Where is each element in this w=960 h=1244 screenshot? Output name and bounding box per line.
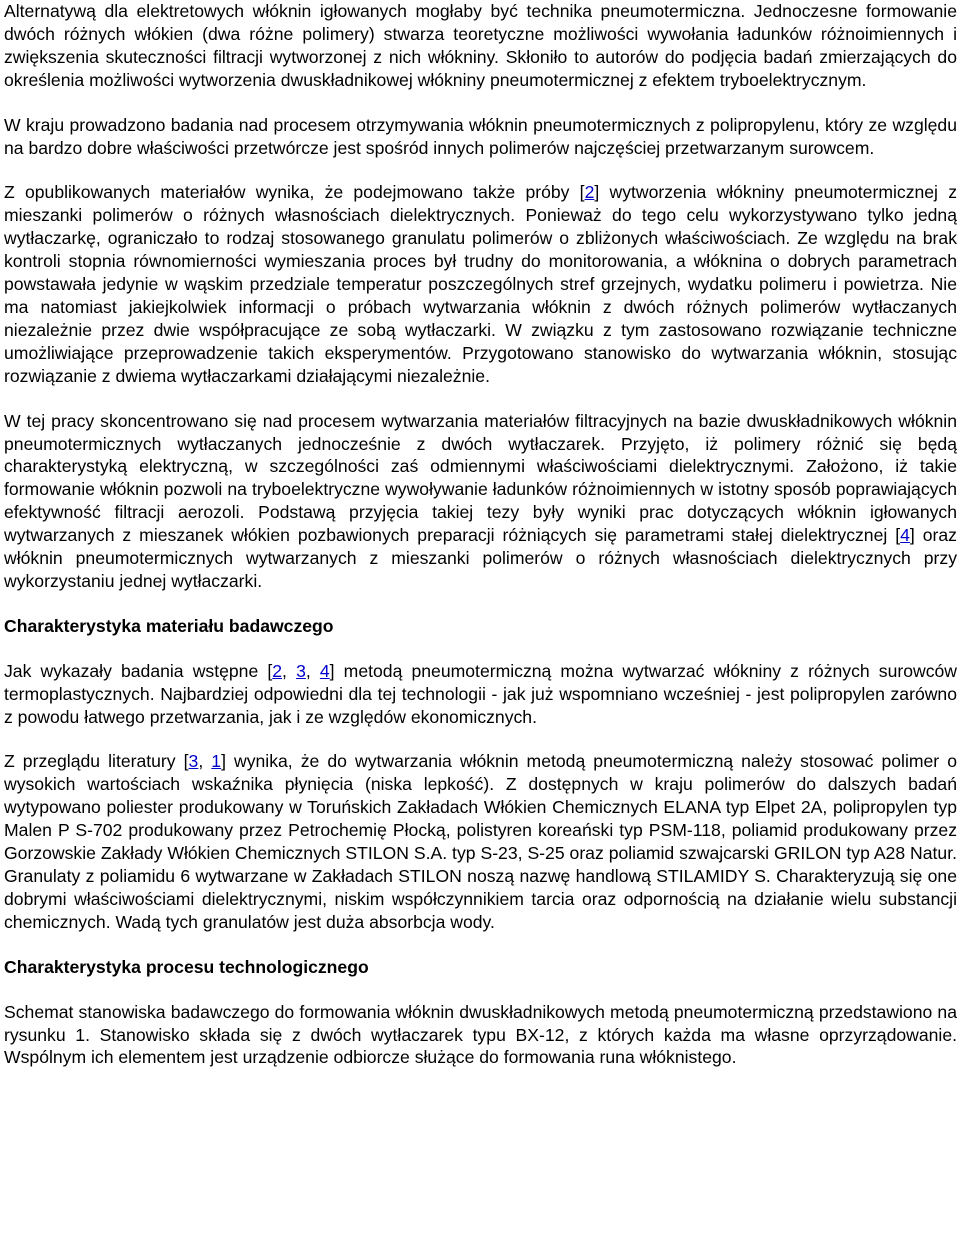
paragraph-3 (4, 181, 957, 387)
paragraph-text: W kraju prowadzono badania nad procesem otrzymywania włóknin pneumotermicznych z polipropylenu, który ze względu na bardzo dobre właściwości przetwórcze jest spośród innych polimerów najczęściej przetwarzanym surowcem. (4, 114, 957, 158)
paragraph-text: ] oraz włóknin pneumotermicznych wytwarzanych z mieszanki polimerów o różnych własnościach dielektrycznych przy wykorzystaniu jednej wytłaczarki. (4, 525, 957, 591)
citation-link[interactable]: 4 (900, 525, 910, 546)
citation-link[interactable]: 1 (211, 751, 222, 772)
section-heading-process: Charakterystyka procesu technologicznego (4, 956, 369, 977)
paragraph-1 (4, 0, 957, 92)
citation-separator: , (198, 751, 212, 772)
paragraph-text: Schemat stanowiska badawczego do formowania włóknin dwuskładnikowych metodą pneumotermiczną przedstawiono na rysunku 1. Stanowisko składa się z dwóch wytłaczarek typu BX-12, z których każda ma własne oprzyrządowanie. Wspólnym ich elementem jest urządzenie odbiorcze służące do formowania runa włóknistego. (4, 1001, 957, 1068)
citation-link[interactable]: 4 (319, 660, 330, 681)
paragraph-2 (4, 114, 957, 160)
paragraph-text: ] metodą pneumotermiczną można wytwarzać włókniny z różnych surowców termoplastycznych. Najbardziej odpowiedni dla tej technologii - jak już wspomniano wcześniej - jest polipropylen zarówno z powodu łatwego przetwarzania, jak i ze względów ekonomicznych. (4, 660, 958, 727)
citation-link[interactable]: 3 (296, 660, 306, 681)
paragraph-5 (4, 660, 957, 729)
citation-separator: , (282, 660, 297, 681)
paragraph-text: Z opublikowanych materiałów wynika, że podejmowano także próby [ (4, 182, 585, 203)
citation-link[interactable]: 3 (188, 751, 199, 772)
citation-link[interactable]: 2 (272, 660, 283, 681)
section-heading-material: Charakterystyka materiału badawczego (4, 615, 334, 636)
citation-link[interactable]: 2 (584, 182, 595, 203)
paragraph-4 (4, 410, 957, 593)
citation-separator: , (305, 660, 320, 681)
paragraph-text: Z przeglądu literatury [ (4, 751, 189, 772)
paragraph-text: W tej pracy skoncentrowano się nad procesem wytwarzania materiałów filtracyjnych na bazie dwuskładnikowych włóknin pneumotermicznych wytłaczanych jednocześnie z dwóch wytłaczarek. Przyjęto, iż polimery różnić się będą charakterystyką elektryczną, w szczególności zaś odmiennymi właściwościami dielektrycznymi. Założono, iż takie formowanie włóknin pozwoli na tryboelektryczne wywoływanie ładunków różnoimiennych w istotny sposób poprawiających efektywność filtracji aerozoli. Podstawą przyjęcia takiej tezy były wyniki prac dotyczących włóknin igłowanych wytwarzanych z mieszanek włókien pozbawionych preparacji różniących się parametrami stałej dielektrycznej [ (4, 410, 957, 546)
paragraph-text: ] wytworzenia włókniny pneumotermicznej z mieszanki polimerów o różnych własnościach dielektrycznych. Ponieważ do tego celu wykorzystywano tylko jedną wytłaczarkę, ograniczało to rodzaj stosowanego granulatu polimerów o zbliżonych właściwościach. Ze względu na brak kontroli stopnia równomierności wymieszania proces był trudny do monitorowania, a włóknina o dobrych parametrach powstawała jedynie w wąskim przedziale temperatur poszczególnych stref grzejnych, wydatku polimeru i powietrza. Nie ma natomiast jakiejkolwiek informacji o próbach wytwarzania włóknin z dwóch różnych polimerów wytłaczanych niezależnie przez dwie współpracujące ze sobą wytłaczarki. W związku z tym zastosowano rozwiązanie techniczne umożliwiające przeprowadzenie takich eksperymentów. Przygotowano stanowisko do wytwarzania włóknin, stosując rozwiązanie z dwiema wytłaczarkami działającymi niezależnie. (4, 182, 957, 386)
paragraph-text: Jak wykazały badania wstępne [ (4, 660, 273, 681)
paragraph-text: ] wynika, że do wytwarzania włóknin metodą pneumotermiczną należy stosować polimer o wysokich wartościach wskaźnika płynięcia (niska lepkość). Z dostępnych w kraju polimerów do dalszych badań wytypowano poliester produkowany w Toruńskich Zakładach Włókien Chemicznych ELANA typ Elpet 2A, polipropylen typ Malen P S-702 produkowany przez Petrochemię Płocką, polistyren koreański typ PSM-118, poliamid produkowany przez Gorzowskie Zakłady Włókien Chemicznych STILON S.A. typ S-23, S-25 oraz poliamid szwajcarski GRILON typ A28 Natur. Granulaty z poliamidu 6 wytwarzane w Zakładach STILON noszą nazwę handlową STILAMIDY S. Charakteryzują się one dobrymi właściwościami dielektrycznymi, niskim współczynnikiem tarcia oraz odpornością na działanie wielu substancji chemicznych. Wadą tych granulatów jest duża absorbcja wody. (4, 751, 958, 932)
paragraph-6 (4, 750, 957, 933)
paragraph-text: Alternatywą dla elektretowych włóknin igłowanych mogłaby być technika pneumotermiczna. Jednoczesne formowanie dwóch różnych włókien (dwa różne polimery) stwarza teoretyczne możliwości wywołania ładunków różnoimiennych i zwiększenia skuteczności filtracji wytworzonej z nich włókniny. Skłoniło to autorów do podjęcia badań zmierzających do określenia możliwości wytworzenia dwuskładnikowej włókniny pneumotermicznej z efektem tryboelektrycznym. (4, 1, 957, 90)
paragraph-7 (4, 1001, 957, 1070)
